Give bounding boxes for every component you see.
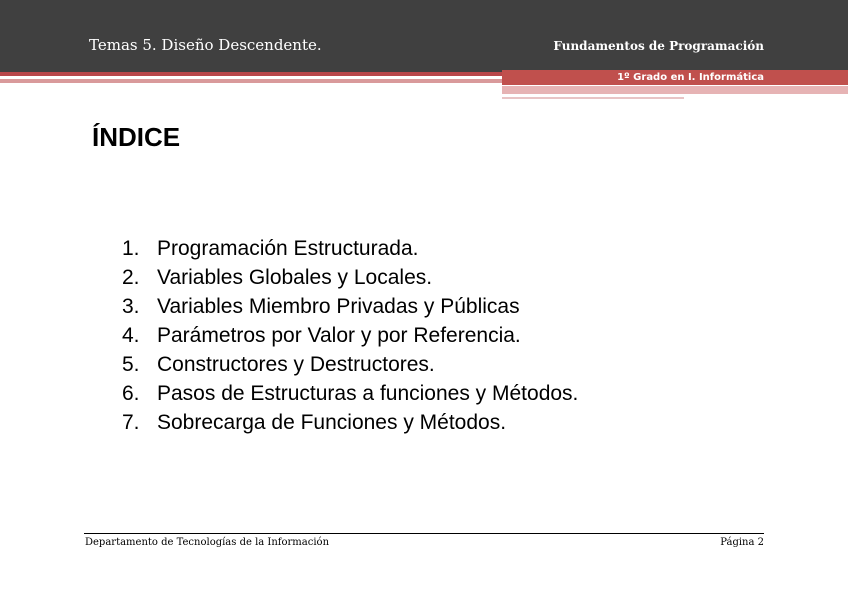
list-item-text: Parámetros por Valor y por Referencia. <box>157 324 521 347</box>
page-title: ÍNDICE <box>92 122 181 152</box>
list-item <box>122 292 578 321</box>
list-item-number: 2. <box>122 266 140 289</box>
header-document-title: Temas 5. Diseño Descendente. <box>89 36 322 54</box>
list-item <box>122 350 578 379</box>
list-item-text: Pasos de Estructuras a funciones y Métodos. <box>157 382 579 405</box>
footer-divider <box>84 533 764 534</box>
list-item <box>122 263 578 292</box>
list-item-number: 6. <box>122 382 140 405</box>
list-item-text: Constructores y Destructores. <box>157 353 435 376</box>
subtitle-thin-line <box>502 97 684 99</box>
list-item <box>122 379 578 408</box>
list-item-number: 1. <box>122 237 140 260</box>
list-item <box>122 408 578 437</box>
list-item <box>122 234 578 263</box>
header-course-subtitle: 1º Grado en I. Informática <box>617 72 764 83</box>
list-item-text: Variables Miembro Privadas y Públicas <box>157 295 520 318</box>
footer-page-number: Página 2 <box>720 537 764 548</box>
subtitle-band-light <box>502 86 848 94</box>
list-item-text: Programación Estructurada. <box>157 237 419 260</box>
header-course-title: Fundamentos de Programación <box>553 39 764 53</box>
list-item-text: Sobrecarga de Funciones y Métodos. <box>157 411 507 434</box>
list-item <box>122 321 578 350</box>
list-item-number: 3. <box>122 295 140 318</box>
list-item-text: Variables Globales y Locales. <box>157 266 433 289</box>
list-item-number: 5. <box>122 353 140 376</box>
index-list <box>122 234 578 437</box>
footer-department: Departamento de Tecnologías de la Información <box>85 537 330 548</box>
list-item-number: 7. <box>122 411 140 434</box>
list-item-number: 4. <box>122 324 140 347</box>
